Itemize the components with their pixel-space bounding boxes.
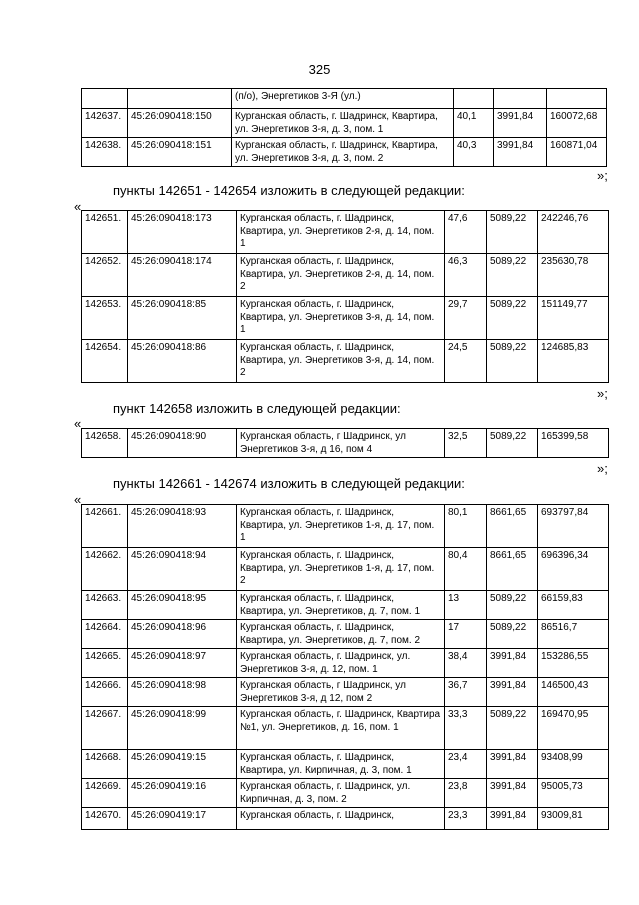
value-cell: 153286,55 bbox=[538, 649, 609, 678]
cadastral-number-cell: 45:26:090418:151 bbox=[128, 138, 232, 167]
table-row bbox=[82, 505, 609, 548]
value-cell: 160072,68 bbox=[547, 109, 607, 138]
rate-cell: 8661,65 bbox=[487, 548, 538, 591]
value-cell: 165399,58 bbox=[538, 429, 609, 458]
address-cell: Курганская область, г. Шадринск, ул. Энергетиков 3-я, д. 12, пом. 1 bbox=[237, 649, 445, 678]
cadastral-number-cell: 45:26:090418:85 bbox=[128, 297, 237, 340]
area-cell: 40,1 bbox=[454, 109, 494, 138]
value-cell: 242246,76 bbox=[538, 211, 609, 254]
address-cell: Курганская область, г Шадринск, ул Энергетиков 3-я, д 12, пом 2 bbox=[237, 678, 445, 707]
rate-cell: 3991,84 bbox=[494, 109, 547, 138]
cadastral-number-cell: 45:26:090418:96 bbox=[128, 620, 237, 649]
rate-cell: 5089,22 bbox=[487, 707, 538, 750]
area-cell: 23,3 bbox=[445, 808, 487, 830]
area-cell: 33,3 bbox=[445, 707, 487, 750]
rate-cell: 3991,84 bbox=[487, 649, 538, 678]
close-quote: »; bbox=[597, 168, 608, 183]
cadastral-number-cell: 45:26:090418:174 bbox=[128, 254, 237, 297]
page-number: 325 bbox=[308, 62, 331, 77]
table-row bbox=[82, 109, 607, 138]
table-row bbox=[82, 254, 609, 297]
table-block1 bbox=[81, 88, 607, 167]
cadastral-number-cell: 45:26:090418:150 bbox=[128, 109, 232, 138]
open-quote: « bbox=[74, 199, 82, 214]
address-cell: Курганская область, г Шадринск, ул Энергетиков 3-я, д 16, пом 4 bbox=[237, 429, 445, 458]
table-block4 bbox=[81, 504, 609, 830]
cadastral-number-cell: 45:26:090418:86 bbox=[128, 340, 237, 383]
value-cell: 160871,04 bbox=[547, 138, 607, 167]
row-number-cell: 142666. bbox=[82, 678, 128, 707]
rate-cell: 3991,84 bbox=[494, 138, 547, 167]
area-cell: 40,3 bbox=[454, 138, 494, 167]
table-row bbox=[82, 591, 609, 620]
address-cell: Курганская область, г. Шадринск, Квартира, ул. Энергетиков 3-я, д. 3, пом. 2 bbox=[232, 138, 454, 167]
value-cell: 693797,84 bbox=[538, 505, 609, 548]
rate-cell: 5089,22 bbox=[487, 429, 538, 458]
rate-cell: 3991,84 bbox=[487, 808, 538, 830]
table-row bbox=[82, 649, 609, 678]
cadastral-number-cell: 45:26:090418:94 bbox=[128, 548, 237, 591]
close-quote: »; bbox=[597, 386, 608, 401]
row-number-cell: 142667. bbox=[82, 707, 128, 750]
value-cell: 86516,7 bbox=[538, 620, 609, 649]
close-quote: »; bbox=[597, 461, 608, 476]
rate-cell: 5089,22 bbox=[487, 591, 538, 620]
row-number-cell: 142658. bbox=[82, 429, 128, 458]
area-cell: 24,5 bbox=[445, 340, 487, 383]
row-number-cell: 142652. bbox=[82, 254, 128, 297]
table-row bbox=[82, 340, 609, 383]
rate-cell: 8661,65 bbox=[487, 505, 538, 548]
row-number-cell: 142669. bbox=[82, 779, 128, 808]
value-cell bbox=[547, 89, 607, 109]
row-number-cell: 142670. bbox=[82, 808, 128, 830]
area-cell: 17 bbox=[445, 620, 487, 649]
table-block3-body bbox=[82, 429, 609, 458]
area-cell: 36,7 bbox=[445, 678, 487, 707]
row-number-cell: 142665. bbox=[82, 649, 128, 678]
area-cell: 23,8 bbox=[445, 779, 487, 808]
address-cell: Курганская область, г. Шадринск, Квартира, ул. Энергетиков 3-я, д. 14, пом. 1 bbox=[237, 297, 445, 340]
address-cell: Курганская область, г. Шадринск, Квартира, ул. Энергетиков, д. 7, пом. 2 bbox=[237, 620, 445, 649]
cadastral-number-cell: 45:26:090418:97 bbox=[128, 649, 237, 678]
address-cell: Курганская область, г. Шадринск, Квартира, ул. Энергетиков 3-я, д. 3, пом. 1 bbox=[232, 109, 454, 138]
row-number-cell bbox=[82, 89, 128, 109]
table-block2-body bbox=[82, 211, 609, 383]
table-row bbox=[82, 779, 609, 808]
cadastral-number-cell: 45:26:090419:17 bbox=[128, 808, 237, 830]
cadastral-number-cell: 45:26:090419:15 bbox=[128, 750, 237, 779]
row-number-cell: 142668. bbox=[82, 750, 128, 779]
area-cell: 23,4 bbox=[445, 750, 487, 779]
value-cell: 235630,78 bbox=[538, 254, 609, 297]
row-number-cell: 142661. bbox=[82, 505, 128, 548]
cadastral-number-cell: 45:26:090418:99 bbox=[128, 707, 237, 750]
open-quote: « bbox=[74, 492, 82, 507]
table-row bbox=[82, 620, 609, 649]
instruction-text: пункты 142661 - 142674 изложить в следующей редакции: bbox=[113, 476, 465, 491]
cadastral-number-cell: 45:26:090418:93 bbox=[128, 505, 237, 548]
instruction-text: пункт 142658 изложить в следующей редакции: bbox=[113, 401, 401, 416]
table-block2 bbox=[81, 210, 609, 383]
address-cell: Курганская область, г. Шадринск, Квартира, ул. Кирпичная, д. 3, пом. 1 bbox=[237, 750, 445, 779]
area-cell: 38,4 bbox=[445, 649, 487, 678]
address-cell: Курганская область, г. Шадринск, Квартира, ул. Энергетиков 1-я, д. 17, пом. 1 bbox=[237, 505, 445, 548]
address-cell: Курганская область, г. Шадринск, Квартира, ул. Энергетиков 3-я, д. 14, пом. 2 bbox=[237, 340, 445, 383]
address-cell: Курганская область, г. Шадринск, bbox=[237, 808, 445, 830]
value-cell: 95005,73 bbox=[538, 779, 609, 808]
row-number-cell: 142662. bbox=[82, 548, 128, 591]
table-row bbox=[82, 548, 609, 591]
table-row bbox=[82, 808, 609, 830]
rate-cell: 3991,84 bbox=[487, 779, 538, 808]
table-row bbox=[82, 211, 609, 254]
address-cell: Курганская область, г. Шадринск, Квартира, ул. Энергетиков 1-я, д. 17, пом. 2 bbox=[237, 548, 445, 591]
open-quote: « bbox=[74, 416, 82, 431]
value-cell: 169470,95 bbox=[538, 707, 609, 750]
value-cell: 124685,83 bbox=[538, 340, 609, 383]
area-cell: 29,7 bbox=[445, 297, 487, 340]
value-cell: 696396,34 bbox=[538, 548, 609, 591]
value-cell: 151149,77 bbox=[538, 297, 609, 340]
table-row bbox=[82, 750, 609, 779]
table-row bbox=[82, 429, 609, 458]
value-cell: 93408,99 bbox=[538, 750, 609, 779]
area-cell: 47,6 bbox=[445, 211, 487, 254]
address-cell: Курганская область, г. Шадринск, Квартира, ул. Энергетиков 2-я, д. 14, пом. 2 bbox=[237, 254, 445, 297]
rate-cell bbox=[494, 89, 547, 109]
table-row bbox=[82, 89, 607, 109]
rate-cell: 3991,84 bbox=[487, 750, 538, 779]
instruction-text: пункты 142651 - 142654 изложить в следующей редакции: bbox=[113, 183, 465, 198]
address-cell: Курганская область, г. Шадринск, Квартира, ул. Энергетиков, д. 7, пом. 1 bbox=[237, 591, 445, 620]
row-number-cell: 142663. bbox=[82, 591, 128, 620]
row-number-cell: 142638. bbox=[82, 138, 128, 167]
address-cell: Курганская область, г. Шадринск, ул. Кирпичная, д. 3, пом. 2 bbox=[237, 779, 445, 808]
table-row bbox=[82, 678, 609, 707]
area-cell: 13 bbox=[445, 591, 487, 620]
table-block3 bbox=[81, 428, 609, 458]
rate-cell: 5089,22 bbox=[487, 211, 538, 254]
cadastral-number-cell: 45:26:090418:173 bbox=[128, 211, 237, 254]
rate-cell: 5089,22 bbox=[487, 254, 538, 297]
rate-cell: 5089,22 bbox=[487, 340, 538, 383]
table-block4-body bbox=[82, 505, 609, 830]
table-row bbox=[82, 138, 607, 167]
row-number-cell: 142637. bbox=[82, 109, 128, 138]
row-number-cell: 142654. bbox=[82, 340, 128, 383]
row-number-cell: 142653. bbox=[82, 297, 128, 340]
rate-cell: 3991,84 bbox=[487, 678, 538, 707]
cadastral-number-cell: 45:26:090418:95 bbox=[128, 591, 237, 620]
table-row bbox=[82, 297, 609, 340]
area-cell: 46,3 bbox=[445, 254, 487, 297]
area-cell: 80,1 bbox=[445, 505, 487, 548]
address-cell: Курганская область, г. Шадринск, Квартира №1, ул. Энергетиков, д. 16, пом. 1 bbox=[237, 707, 445, 750]
row-number-cell: 142664. bbox=[82, 620, 128, 649]
rate-cell: 5089,22 bbox=[487, 620, 538, 649]
rate-cell: 5089,22 bbox=[487, 297, 538, 340]
area-cell bbox=[454, 89, 494, 109]
table-row bbox=[82, 707, 609, 750]
table-block1-body bbox=[82, 89, 607, 167]
value-cell: 146500,43 bbox=[538, 678, 609, 707]
address-cell: (п/о), Энергетиков 3-Я (ул.) bbox=[232, 89, 454, 109]
cadastral-number-cell: 45:26:090418:90 bbox=[128, 429, 237, 458]
address-cell: Курганская область, г. Шадринск, Квартира, ул. Энергетиков 2-я, д. 14, пом. 1 bbox=[237, 211, 445, 254]
value-cell: 66159,83 bbox=[538, 591, 609, 620]
area-cell: 32,5 bbox=[445, 429, 487, 458]
cadastral-number-cell bbox=[128, 89, 232, 109]
cadastral-number-cell: 45:26:090418:98 bbox=[128, 678, 237, 707]
value-cell: 93009,81 bbox=[538, 808, 609, 830]
cadastral-number-cell: 45:26:090419:16 bbox=[128, 779, 237, 808]
area-cell: 80,4 bbox=[445, 548, 487, 591]
row-number-cell: 142651. bbox=[82, 211, 128, 254]
